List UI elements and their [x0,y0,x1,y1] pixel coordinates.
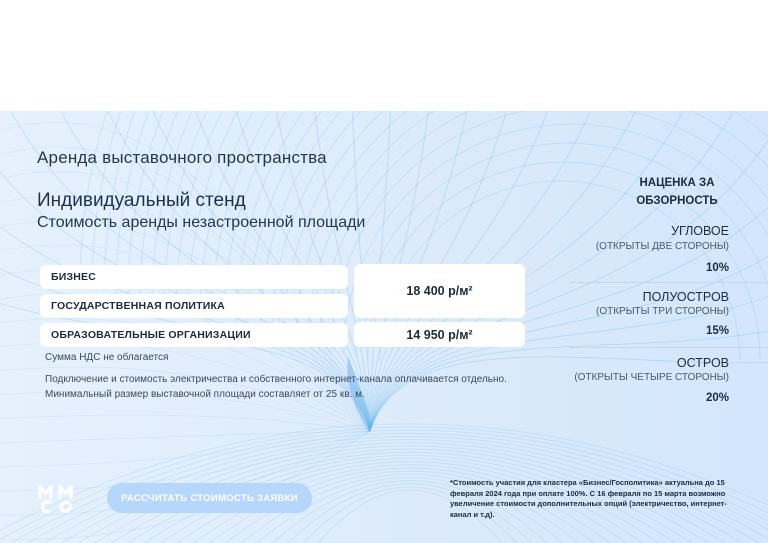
price-education: 14 950 р/м² [354,322,525,347]
top-blank-area [0,0,768,111]
markup-island-value: 20% [705,392,729,404]
info-text: Подключение и стоимость электричества и собственного интернет-канала оплачивается отдельно. Минимальный размер выставочной площади составляет от 25 кв. м. [45,374,507,400]
markup-island-name: ОСТРОВ [676,356,729,370]
price-business-government: 18 400 р/м² [354,264,525,318]
markup-corner-desc: (ОТКРЫТЫ ДВЕ СТОРОНЫ) [595,241,729,252]
category-government-policy: ГОСУДАРСТВЕННАЯ ПОЛИТИКА [40,294,348,318]
footnote: *Стоимость участия для кластера «Бизнес/Госполитика» актуальна до 15 февраля 2024 года при оплате 100%. С 16 февраля по 15 марта возможно увеличение стоимости дополнительных опций (электричество, интернет-канал и т.д). [450,478,727,519]
markup-corner-name: УГЛОВОЕ [671,224,729,238]
category-business: БИЗНЕС [40,265,348,289]
vat-note: Сумма НДС не облагается [45,352,169,363]
markup-corner-value: 10% [705,262,729,274]
mmco-logo [37,484,83,519]
category-educational-organizations: ОБРАЗОВАТЕЛЬНЫЕ ОРГАНИЗАЦИИ [40,323,348,347]
stand-subtitle: Стоимость аренды незастроенной площади [37,214,366,231]
markup-peninsula-name: ПОЛУОСТРОВ [642,290,729,304]
markup-divider [570,282,768,283]
markup-peninsula-value: 15% [705,325,729,337]
calculate-cost-button[interactable]: РАССЧИТАТЬ СТОИМОСТЬ ЗАЯВКИ [107,483,312,513]
markup-peninsula-desc: (ОТКРЫТЫ ТРИ СТОРОНЫ) [595,306,729,317]
markup-title: НАЦЕНКА ЗА ОБЗОРНОСТЬ [636,177,718,207]
markup-divider [570,347,768,348]
section-title: Аренда выставочного пространства [37,148,327,167]
markup-island-desc: (ОТКРЫТЫ ЧЕТЫРЕ СТОРОНЫ) [574,372,729,383]
stand-title: Индивидуальный стенд [37,190,246,211]
